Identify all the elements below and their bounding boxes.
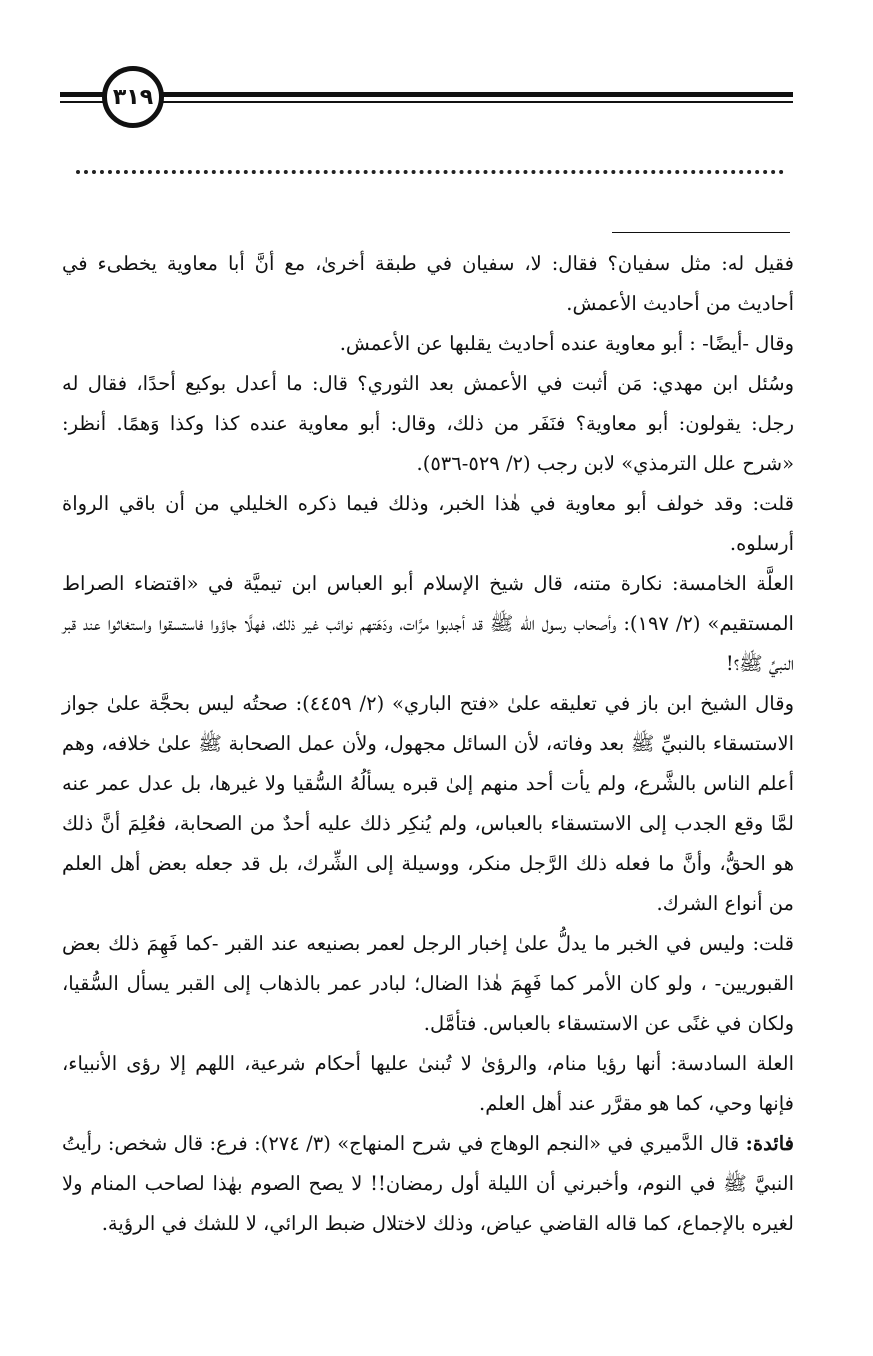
paragraph: العلَّة الخامسة: نكارة متنه، قال شيخ الإسلام أبو العباس ابن تيميَّة في «اقتضاء الصراط المستقيم» (٢/ ١٩٧): وأصحاب رسول الله ﷺ قد أجدبوا مرَّات، ودَهَتهم نوائب غير ذلك، فهلَّا جاؤوا فاستسقوا واستغاثوا عند قبر النبيِّ ﷺ؟! (62, 572, 794, 675)
dotted-separator (76, 170, 784, 174)
header-rule-thin (60, 101, 793, 103)
paragraph: فقيل له: مثل سفيان؟ فقال: لا، سفيان في طبقة أخرىٰ، مع أنَّ أبا معاوية يخطىء في أحاديث من أحاديث الأعمش. (62, 252, 794, 315)
page-body (62, 244, 794, 1244)
paragraph: وسُئل ابن مهدي: مَن أثبت في الأعمش بعد الثوري؟ قال: ما أعدل بوكيع أحدًا، فقال له رجل: يقولون: أبو معاوية؟ فنَفَر من ذلك، وقال: أبو معاوية عنده كذا وكذا وَهمًا. أنظر: «شرح علل الترمذي» لابن رجب (٢/ ٥٢٩-٥٣٦). (62, 372, 794, 475)
section-rule (612, 232, 790, 233)
benefit-text: قال الدَّميري في «النجم الوهاج في شرح المنهاج» (٣/ ٢٧٤): فرع: قال شخص: رأيتُ النبيَّ ﷺ في النوم، وأخبرني أن الليلة أول رمضان!! لا يصح الصوم بهٰذا لصاحب المنام ولا لغيره بالإجماع، كما قاله القاضي عياض، وذلك لاختلال ضبط الرائي، لا للشك في الرؤية. (62, 1132, 794, 1235)
paragraph: وقال -أيضًا- : أبو معاوية عنده أحاديث يقلبها عن الأعمش. (339, 332, 794, 355)
paragraph: قلت: وليس في الخبر ما يدلُّ علىٰ إخبار الرجل لعمر بصنيعه عند القبر -كما فَهِمَ ذلك بعض القبوريين- ، ولو كان الأمر كما فَهِمَ هٰذا الضال؛ لبادر عمر بالذهاب إلى القبر يسأل السُّقيا، ولكان في غنًى عن الاستسقاء بالعباس. فتأمَّل. (62, 932, 794, 1035)
header-rule-thick (60, 92, 793, 97)
benefit-paragraph (62, 1124, 794, 1244)
paragraph: قلت: وقد خولف أبو معاوية في هٰذا الخبر، وذلك فيما ذكره الخليلي من أن باقي الرواة أرسلوه. (62, 492, 794, 555)
page-header (60, 66, 793, 128)
page-number: ٣١٩ (112, 84, 154, 110)
benefit-label: فائدة: (745, 1132, 794, 1155)
paragraph: وقال الشيخ ابن باز في تعليقه علىٰ «فتح الباري» (٢/ ٤٤٥٩): صحتُه ليس بحجَّة علىٰ جواز الاستسقاء بالنبيِّ ﷺ بعد وفاته، لأن السائل مجهول، ولأن عمل الصحابة ﷺ علىٰ خلافه، وهم أعلم الناس بالشَّرع، ولم يأت أحد منهم إلىٰ قبره يسألُهُ السُّقيا ولا غيرها، بل عدل عمر عنه لمَّا وقع الجدب إلى الاستسقاء بالعباس، ولم يُنكِر ذلك عليه أحدٌ من الصحابة، فعُلِمَ أنَّ ذلك هو الحقُّ، وأنَّ ما فعله ذلك الرَّجل منكر، ووسيلة إلى الشِّرك، بل قد جعله بعض أهل العلم من أنواع الشرك. (62, 692, 794, 915)
paragraph: العلة السادسة: أنها رؤيا منام، والرؤىٰ لا تُبنىٰ عليها أحكام شرعية، اللهم إلا رؤى الأنبياء، فإنها وحي، كما هو مقرَّر عند أهل العلم. (62, 1052, 794, 1115)
page-number-badge (102, 66, 164, 128)
